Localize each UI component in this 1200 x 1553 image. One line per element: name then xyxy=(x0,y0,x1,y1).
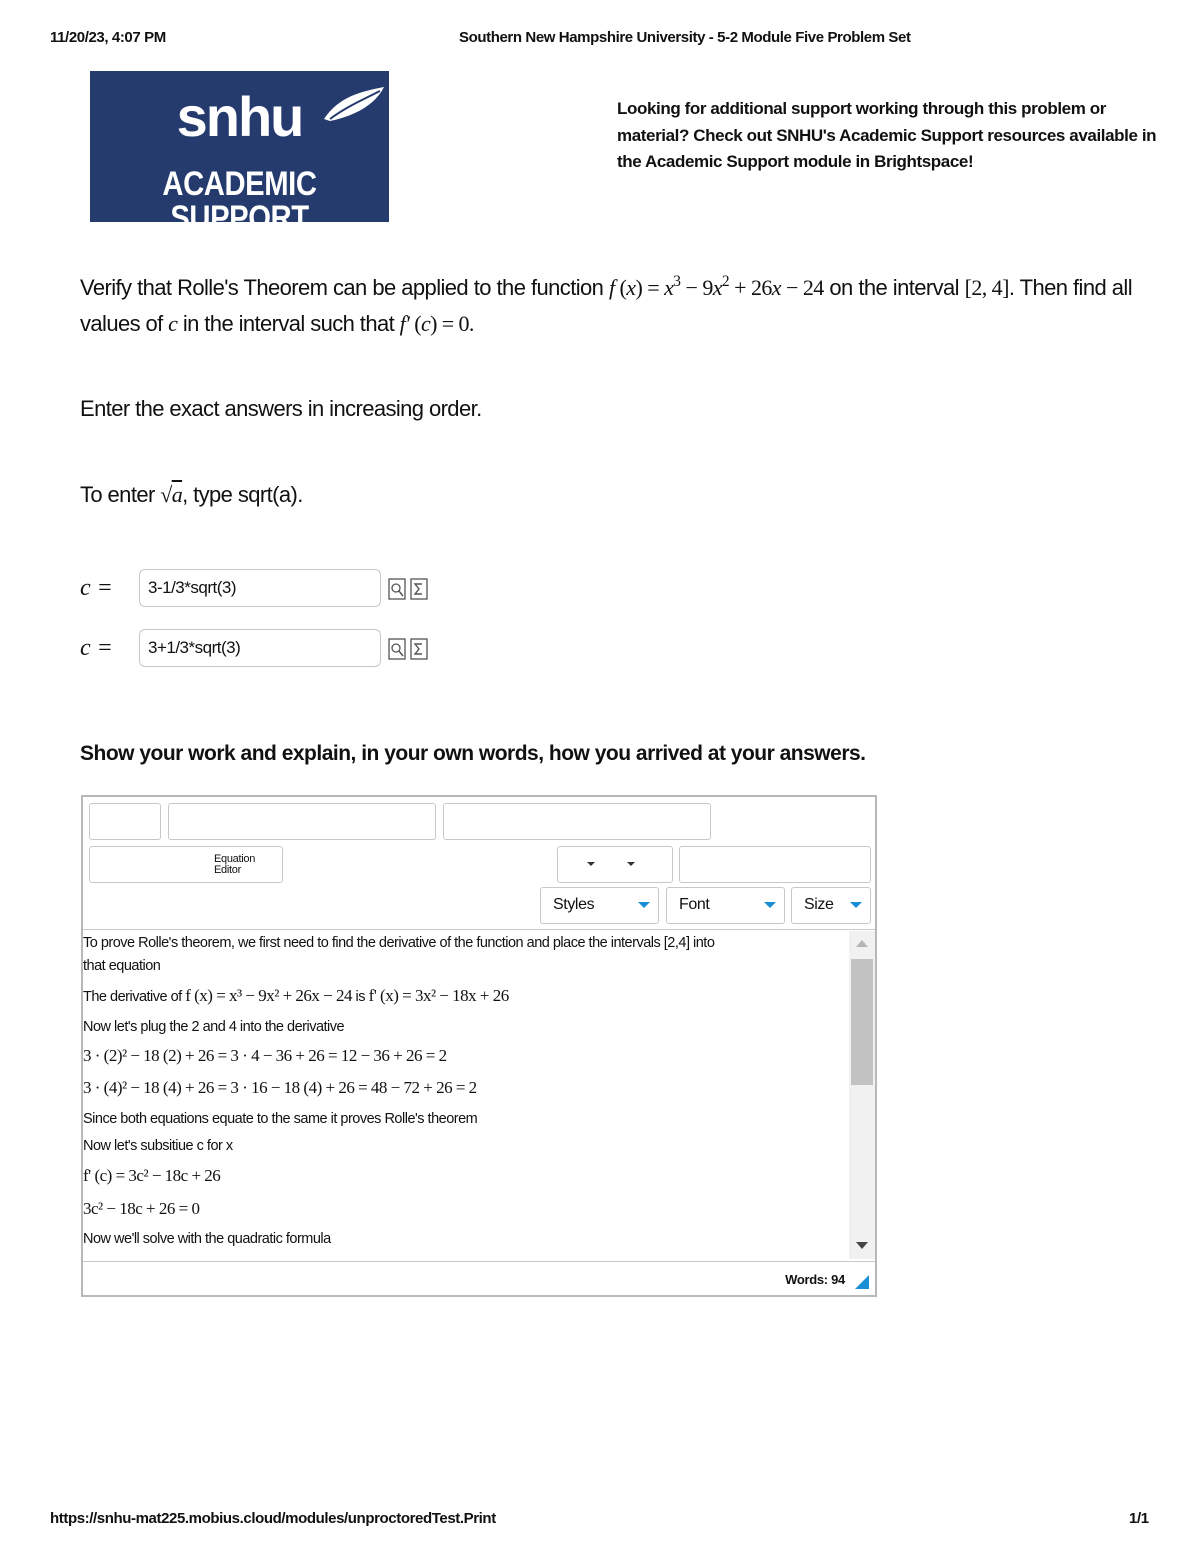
editor-content[interactable] xyxy=(83,931,847,1259)
content-line: Since both equations equate to the same it proves Rolle's theorem xyxy=(83,1111,478,1127)
content-line: that equation xyxy=(83,958,161,974)
content-line: Now let's plug the 2 and 4 into the derivative xyxy=(83,1019,345,1035)
snhu-academic-support-logo xyxy=(90,71,389,237)
resize-grip-icon[interactable] xyxy=(855,1275,869,1289)
content-text: The derivative of xyxy=(83,989,182,1005)
answer-input-1[interactable] xyxy=(139,569,381,607)
content-line: 3c² − 18c + 26 = 0 xyxy=(83,1199,200,1218)
statusbar-divider xyxy=(83,1261,875,1262)
chevron-down-icon xyxy=(764,902,776,908)
chevron-down-icon xyxy=(850,902,862,908)
question-text-part: . Then find all values of xyxy=(80,275,1132,336)
question-text-part: in the interval such that xyxy=(182,311,395,336)
font-select[interactable] xyxy=(666,887,785,924)
instruction-sqrt xyxy=(80,482,303,508)
show-work-prompt: Show your work and explain, in your own words, how you arrived at your answers. xyxy=(80,742,866,765)
content-line: Now let's subsitiue c for x xyxy=(83,1138,233,1154)
size-select[interactable] xyxy=(791,887,871,924)
equation-editor-label: Equation Editor xyxy=(214,853,256,876)
content-text: is xyxy=(355,989,366,1005)
question-text xyxy=(80,270,1132,342)
condition-expression-rest: (c) = 0. xyxy=(409,311,474,336)
sqrt-arg: a xyxy=(171,482,183,507)
word-count: Words: 94 xyxy=(785,1272,845,1287)
preview-icon[interactable] xyxy=(388,578,407,600)
scroll-down-icon[interactable] xyxy=(856,1242,868,1249)
toolbar-group-3[interactable] xyxy=(443,803,711,840)
sqrt-symbol: √ xyxy=(160,482,172,507)
print-url: https://snhu-mat225.mobius.cloud/modules/unproctoredTest.Print xyxy=(50,1510,496,1527)
instruction-order: Enter the exact answers in increasing order. xyxy=(80,396,482,421)
answer-row-1 xyxy=(80,569,440,609)
print-title: Southern New Hampshire University - 5-2 Module Five Problem Set xyxy=(459,29,911,46)
function-expression-rest: $(x) = x^3 - 9x^2 + 26x - 24$ xyxy=(614,272,824,300)
academic-support-note: Looking for additional support working through this problem or material? Check out SNHU's Academic Support resources available in the Academic Support module in Brightspace! xyxy=(617,99,1157,171)
editor-scrollbar[interactable] xyxy=(849,931,875,1259)
logo-line1: snhu xyxy=(176,85,303,148)
instruction-sqrt-part: , type sqrt(a). xyxy=(182,482,303,507)
answer-row-2 xyxy=(80,629,440,669)
content-line xyxy=(83,986,509,1006)
styles-select[interactable] xyxy=(540,887,659,924)
equation-editor-button[interactable] xyxy=(89,846,283,883)
rich-text-editor xyxy=(81,795,877,1297)
content-math: f (x) = x³ − 9x² + 26x − 24 xyxy=(185,986,353,1005)
condition-expression: f′ xyxy=(399,311,410,336)
answer-input-2[interactable] xyxy=(139,629,381,667)
toolbar-group-4[interactable] xyxy=(679,846,871,883)
content-line: f' (c) = 3c² − 18c + 26 xyxy=(83,1166,221,1185)
print-page-number: 1/1 xyxy=(1129,1510,1149,1527)
interval-expression: [2, 4] xyxy=(964,275,1009,300)
answer-label: c = xyxy=(80,575,113,601)
font-label: Font xyxy=(679,896,710,913)
logo-line2: ACADEMIC SUPPORT xyxy=(162,165,317,237)
answer-label: c = xyxy=(80,635,113,661)
styles-label: Styles xyxy=(553,896,595,913)
instruction-sqrt-part: To enter xyxy=(80,482,155,507)
size-label: Size xyxy=(804,896,834,913)
preview-icon[interactable] xyxy=(388,638,407,660)
question-text-part: Verify that Rolle's Theorem can be applied to the function xyxy=(80,275,604,300)
toolbar-group-1[interactable] xyxy=(89,803,161,840)
content-math: f' (x) = 3x² − 18x + 26 xyxy=(368,986,509,1005)
content-line: 3 · (4)² − 18 (4) + 26 = 3 · 16 − 18 (4) + 26 = 48 − 72 + 26 = 2 xyxy=(83,1078,477,1097)
variable-c: c xyxy=(168,311,178,336)
equation-editor-icon[interactable] xyxy=(410,638,429,660)
question-text-part: on the interval xyxy=(829,275,959,300)
content-line: 3 · (2)² − 18 (2) + 26 = 3 · 4 − 36 + 26 = 12 − 36 + 26 = 2 xyxy=(83,1046,447,1065)
content-line: To prove Rolle's theorem, we first need to find the derivative of the function and place the intervals [2,4] into xyxy=(83,935,715,951)
dropdown-group[interactable] xyxy=(557,846,673,883)
chevron-down-icon xyxy=(638,902,650,908)
print-datetime: 11/20/23, 4:07 PM xyxy=(50,29,166,46)
function-expression: f xyxy=(608,275,615,300)
equation-editor-icon[interactable] xyxy=(410,578,429,600)
scroll-up-icon[interactable] xyxy=(856,940,868,947)
toolbar-group-2[interactable] xyxy=(168,803,436,840)
scroll-thumb[interactable] xyxy=(851,959,873,1085)
chevron-down-icon xyxy=(558,847,674,881)
content-line: Now we'll solve with the quadratic formula xyxy=(83,1231,331,1247)
toolbar-divider xyxy=(83,929,875,930)
